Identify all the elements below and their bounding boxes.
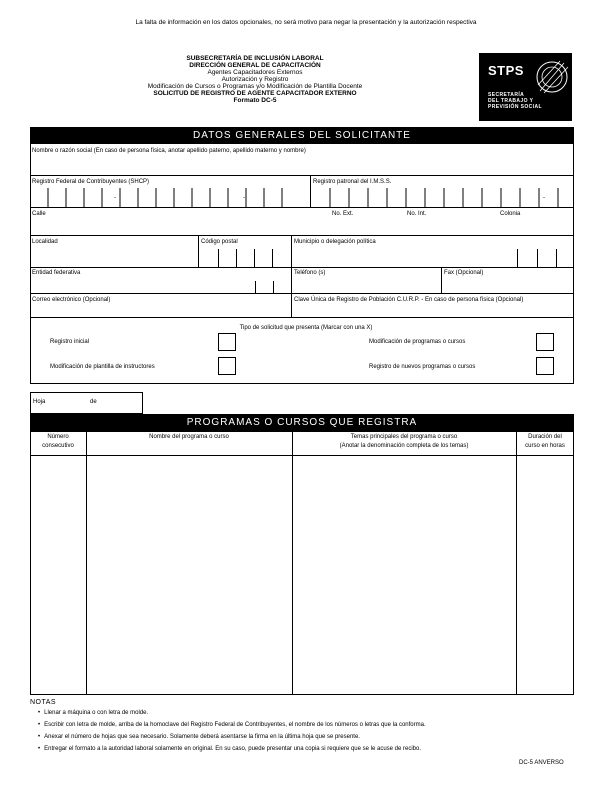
mod-programas-checkbox[interactable] — [536, 333, 554, 351]
nombre-column-input[interactable] — [87, 456, 292, 694]
note-item: • Entregar el formato a la autoridad laboral solamente en original. En su caso, puede presentar una copia si requiere que se le acuse de recibo. — [38, 746, 426, 753]
codigo-postal-label: Código postal — [201, 239, 238, 245]
numero-column-input[interactable] — [31, 456, 86, 694]
form-header — [120, 55, 390, 104]
notes-list — [30, 710, 426, 753]
col-duracion-header-a: Duración del — [528, 434, 562, 440]
no-ext-label: No. Ext. — [332, 211, 354, 217]
rfc-input[interactable] — [30, 188, 310, 207]
col-temas-header-b: (Anotar la denominación completa de los temas) — [339, 443, 469, 449]
note-item: • Escribir con letra de molde, arriba de la homoclave del Registro Federal de Contribuyentes, el nombre de los números o letras que la conforma. — [38, 722, 426, 729]
cp-box-line — [272, 249, 273, 267]
stps-logo — [479, 53, 572, 121]
logo-acronym: STPS — [488, 63, 524, 78]
header-line-3: Agentes Capacitadores Externos — [207, 69, 303, 76]
municipio-label: Municipio o delegación política — [294, 239, 376, 245]
localidad-label: Localidad — [32, 239, 58, 245]
no-int-label: No. Int. — [407, 211, 427, 217]
logo-line-2: DEL TRABAJO Y — [488, 98, 534, 104]
logo-emblem-icon — [534, 57, 570, 97]
logo-line-3: PREVISIÓN SOCIAL — [488, 104, 542, 110]
top-note: La falta de información en los datos opcionales, no será motivo para negar la presentación y la autorización respectiva — [135, 19, 477, 26]
cp-box-line — [236, 249, 237, 267]
note-item: • Anexar el número de hojas que sea necesario. Solamente deberá asentarse la firma en la última hoja que se presente. — [38, 734, 426, 741]
rfc-boxes — [30, 188, 310, 207]
mod-programas-label: Modificación de programas o cursos — [369, 339, 466, 345]
imss-boxes — [310, 188, 574, 207]
col-nombre-header: Nombre del programa o curso — [149, 434, 229, 440]
imss-input[interactable] — [310, 188, 574, 207]
logo-line-1: SECRETARÍA — [488, 92, 525, 98]
fax-label: Fax (Opcional) — [444, 270, 484, 276]
divider — [198, 235, 199, 267]
imss-label: Registro patronal del I.M.S.S. — [313, 179, 392, 185]
note-item: • Llenar a máquina o con letra de molde. — [38, 710, 426, 717]
cp-box-line — [254, 249, 255, 267]
hoja-label: Hoja — [33, 399, 46, 405]
section-general-data-title: DATOS GENERALES DEL SOLICITANTE — [30, 127, 574, 144]
header-line-6: SOLICITUD DE REGISTRO DE AGENTE CAPACITADOR EXTERNO — [153, 90, 357, 97]
col-temas-header-a: Temas principales del programa o curso — [350, 434, 458, 440]
rfc-label: Registro Federal de Contribuyentes (SHCP) — [32, 179, 150, 185]
correo-label: Correo electrónico (Opcional) — [32, 297, 111, 303]
footer-code: DC-5 ANVERSO — [519, 760, 564, 766]
nuevos-programas-checkbox[interactable] — [536, 357, 554, 375]
mod-plantilla-label: Modificación de plantilla de instructores — [50, 364, 155, 370]
duracion-column-input[interactable] — [517, 456, 573, 694]
calle-label: Calle — [32, 211, 46, 217]
notes-section — [30, 699, 426, 758]
rfc-dash-2: - — [243, 195, 245, 201]
entidad-label: Entidad federativa — [32, 270, 81, 276]
rfc-dash-1: - — [114, 195, 116, 201]
curp-label: Clave Única de Registro de Población C.U.R.P. - En caso de persona física (Opcional) — [294, 297, 524, 303]
nombre-label: Nombre o razón social (En caso de persona física, anotar apellido paterno, apellido materno y nombre) — [32, 148, 306, 154]
header-line-7: Formato DC-5 — [233, 97, 277, 104]
municipio-box-line — [537, 249, 538, 267]
col-numero-header-b: consecutivo — [42, 443, 74, 449]
temas-column-input[interactable] — [293, 456, 516, 694]
col-duracion-header-b: curso en horas — [525, 443, 565, 449]
imss-dash: - — [543, 195, 545, 201]
divider — [30, 267, 574, 268]
divider — [30, 293, 574, 294]
municipio-box-line — [517, 249, 518, 267]
divider — [291, 235, 292, 317]
mod-plantilla-checkbox[interactable] — [218, 357, 236, 375]
colonia-label: Colonia — [500, 211, 521, 217]
telefono-label: Teléfono (s) — [294, 270, 326, 276]
notes-title: NOTAS — [30, 699, 57, 706]
cp-box-line — [218, 249, 219, 267]
municipio-box-line — [556, 249, 557, 267]
header-line-4: Autorización y Registro — [221, 76, 289, 83]
divider — [30, 175, 574, 176]
header-line-2: DIRECCIÓN GENERAL DE CAPACITACIÓN — [189, 62, 321, 69]
col-numero-header-a: Número — [47, 434, 69, 440]
hoja-de-label: de — [90, 399, 97, 405]
tipo-solicitud-label: Tipo de solicitud que presenta (Marcar con una X) — [239, 325, 373, 331]
registro-inicial-label: Registro inicial — [50, 339, 90, 345]
divider — [30, 207, 574, 208]
hoja-box[interactable] — [30, 392, 143, 414]
nuevos-programas-label: Registro de nuevos programas o cursos — [369, 364, 476, 370]
header-line-1: SUBSECRETARÍA DE INCLUSIÓN LABORAL — [186, 55, 324, 62]
section-programs-title: PROGRAMAS O CURSOS QUE REGISTRA — [30, 414, 574, 432]
divider — [30, 235, 574, 236]
divider — [30, 317, 574, 318]
divider — [441, 267, 442, 293]
header-line-5: Modificación de Cursos o Programas y/o Modificación de Plantilla Docente — [147, 83, 363, 90]
registro-inicial-checkbox[interactable] — [218, 333, 236, 351]
